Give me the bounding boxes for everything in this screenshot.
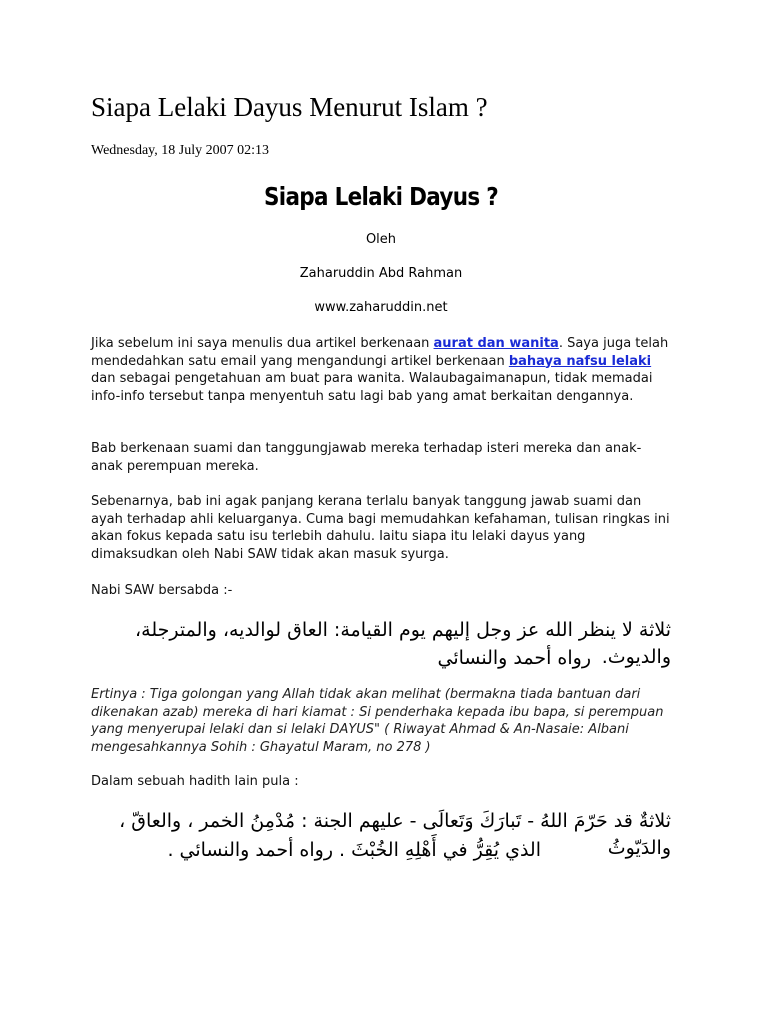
hadith-1-arabic-line-2: رواه أحمد والنسائي xyxy=(437,647,591,669)
hadith-1-translation: Ertinya : Tiga golongan yang Allah tidak akan melihat (bermakna tiada bantuan dari dikenakan azab) mereka di hari kiamat : Si penderhaka kepada ibu bapa, si perempuan yang menyerupai lelaki dan si lelaki DAYUS" ( Riwayat Ahmad & An-Nasaie: Albani mengesahkannya Sohih : Ghayatul Maram, no 278 ) xyxy=(91,687,664,755)
intro-text-2: . Saya juga telah mendedahkan satu email yang mengandungi artikel berkenaan xyxy=(91,336,669,369)
intro-paragraph xyxy=(91,335,671,405)
hadith-2-arabic-line-2: الذي يُقِرُّ في أَهْلِهِ الخُبْثَ . رواه أحمد والنسائي . xyxy=(167,839,541,861)
document-title: Siapa Lelaki Dayus Menurut Islam ? xyxy=(91,92,488,122)
website-url: www.zaharuddin.net xyxy=(314,300,448,315)
link-aurat-dan-wanita[interactable]: aurat dan wanita xyxy=(433,336,559,351)
document-date: Wednesday, 18 July 2007 02:13 xyxy=(91,143,270,158)
byline-label: Oleh xyxy=(365,232,397,247)
intro-text-1: Jika sebelum ini saya menulis dua artikel berkenaan xyxy=(91,336,434,351)
hadith-1-arabic-line-1: ثلاثة لا ينظر الله عز وجل إليهم يوم القيامة: العاق لوالديه، والمترجلة، والديوث. xyxy=(135,619,671,668)
article-heading: Siapa Lelaki Dayus ? xyxy=(263,182,499,211)
intro-text-3: dan sebagai pengetahuan am buat para wanita. Walaubagaimanapun, tidak memadai info-info tersebut tanpa menyentuh satu lagi bab yang amat berkaitan dengannya. xyxy=(91,371,653,404)
hadith-2-arabic-line-1: ثلاثةٌ قد حَرّمَ اللهُ - تَبارَكَ وَتَعالَى - عليهم الجنة : مُدْمِنُ الخمر ، والعاقّ ، والدَيّوثُ xyxy=(119,810,671,859)
paragraph-hadith-lain: Dalam sebuah hadith lain pula : xyxy=(91,774,299,789)
paragraph-sebenarnya: Sebenarnya, bab ini agak panjang kerana terlalu banyak tanggung jawab suami dan ayah terhadap ahli keluarganya. Cuma bagi memudahkan kefahaman, tulisan ringkas ini akan fokus kepada satu isu terlebih dahulu. Iaitu siapa itu lelaki dayus yang dimaksudkan oleh Nabi SAW tidak akan masuk syurga. xyxy=(91,494,670,562)
author-name: Zaharuddin Abd Rahman xyxy=(299,266,463,281)
link-bahaya-nafsu-lelaki[interactable]: bahaya nafsu lelaki xyxy=(508,353,652,369)
paragraph-bab-suami: Bab berkenaan suami dan tanggungjawab mereka terhadap isteri mereka dan anak-anak perempuan mereka. xyxy=(91,441,642,474)
paragraph-nabi-bersabda: Nabi SAW bersabda :- xyxy=(91,583,233,598)
